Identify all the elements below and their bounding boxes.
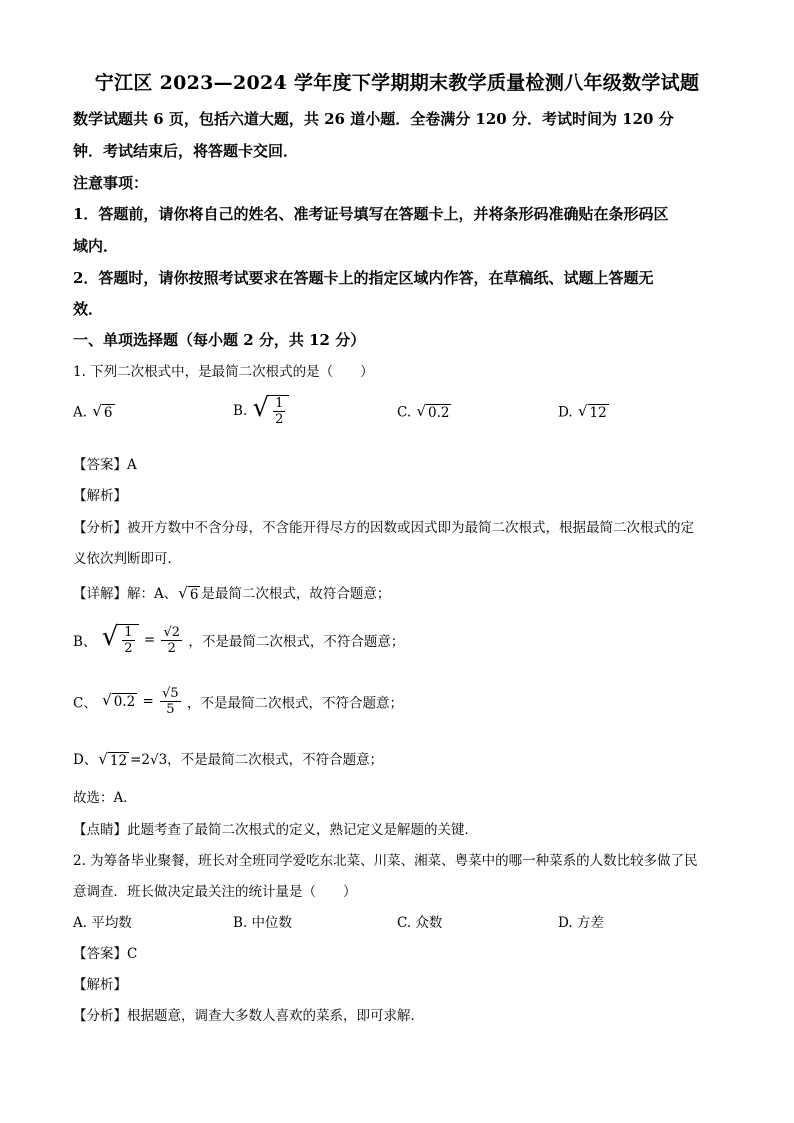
q2-option-a[interactable]: A. 平均数 (73, 915, 132, 931)
q1-option-a[interactable] (73, 404, 116, 422)
notice-heading: 注意事项： (73, 174, 149, 192)
option-label: C. (397, 404, 412, 421)
q2-analysis: 【分析】根据题意，调查大多数人喜欢的菜系，即可求解． (73, 1008, 424, 1024)
q1-analysis-2: 义依次判断即可． (73, 551, 181, 567)
q1-comment: 【点睛】此题考查了最简二次根式的定义，熟记定义是解题的关键． (73, 822, 478, 838)
q2-stem-2: 意调查．班长做决定最关注的统计量是（ ） (73, 884, 357, 900)
notice-item-2b: 效． (73, 300, 104, 318)
q1-detail-d: D、 √ 12 =2√3，不是最简二次根式，不符合题意； (73, 749, 384, 769)
q1-answer: 【答案】A (73, 457, 137, 473)
q1-option-b[interactable] (233, 395, 290, 427)
q1-choose: 故选：A． (73, 790, 137, 806)
notice-item-2a: 2．答题时，请你按照考试要求在答题卡上的指定区域内作答，在草稿纸、试题上答题无 (73, 269, 654, 287)
intro-line-2: 钟．考试结束后，将答题卡交回． (73, 142, 299, 160)
q2-stem-1: 2. 为筹备毕业聚餐，班长对全班同学爱吃东北菜、川菜、湘菜、粤菜中的哪一种菜系的人数比较多做了民 (73, 853, 698, 869)
notice-item-1b: 域内． (73, 237, 119, 255)
option-label: A. (73, 404, 88, 421)
q1-detail-c: C、 √ 0.2 = $\frac{√5}{5}$ ，不是最简二次根式，不符合题意； (73, 686, 403, 717)
q1-stem: 1. 下列二次根式中，是最简二次根式的是（ ） (73, 364, 374, 380)
sqrt-6: √ 6 (92, 402, 113, 421)
intro-line-1: 数学试题共 6 页，包括六道大题，共 26 道小题．全卷满分 120 分．考试时间为 120 分 (73, 110, 674, 128)
q1-detail-a: 【详解】解：A、 √ 6 是最简二次根式，故符合题意； (73, 583, 391, 603)
q1-option-c[interactable] (397, 404, 452, 422)
q1-analysis-1: 【分析】被开方数中不含分母，不含能开得尽方的因数或因式即为最简二次根式，根据最简二次根式的定 (73, 520, 694, 536)
sqrt-half: √ $\frac{1}{2}$ (253, 395, 290, 427)
q1-jiexi: 【解析】 (73, 488, 127, 504)
option-label: B. (233, 403, 248, 419)
q2-option-b[interactable]: B. 中位数 (233, 915, 293, 931)
sqrt-12: √ 12 (577, 402, 607, 421)
option-label: D. (558, 404, 573, 421)
notice-item-1a: 1．答题前，请你将自己的姓名、准考证号填写在答题卡上，并将条形码准确贴在条形码区 (73, 205, 669, 223)
sqrt-0.2: √ 0.2 (416, 402, 450, 421)
q1-detail-b: B、 √ $\frac{1}{2}$ = $\frac{√2}{2}$ ，不是最简二次根式，不符合题意； (73, 622, 405, 656)
exam-title: 宁江区 2023—2024 学年度下学期期末教学质量检测八年级数学试题 (94, 72, 700, 94)
q1-option-d[interactable] (558, 404, 610, 422)
section-1-heading: 一、单项选择题（每小题 2 分，共 12 分） (73, 331, 366, 349)
q2-answer: 【答案】C (73, 946, 138, 962)
q2-option-c[interactable]: C. 众数 (397, 915, 443, 931)
q2-option-d[interactable]: D. 方差 (558, 915, 604, 931)
q2-jiexi: 【解析】 (73, 977, 127, 993)
